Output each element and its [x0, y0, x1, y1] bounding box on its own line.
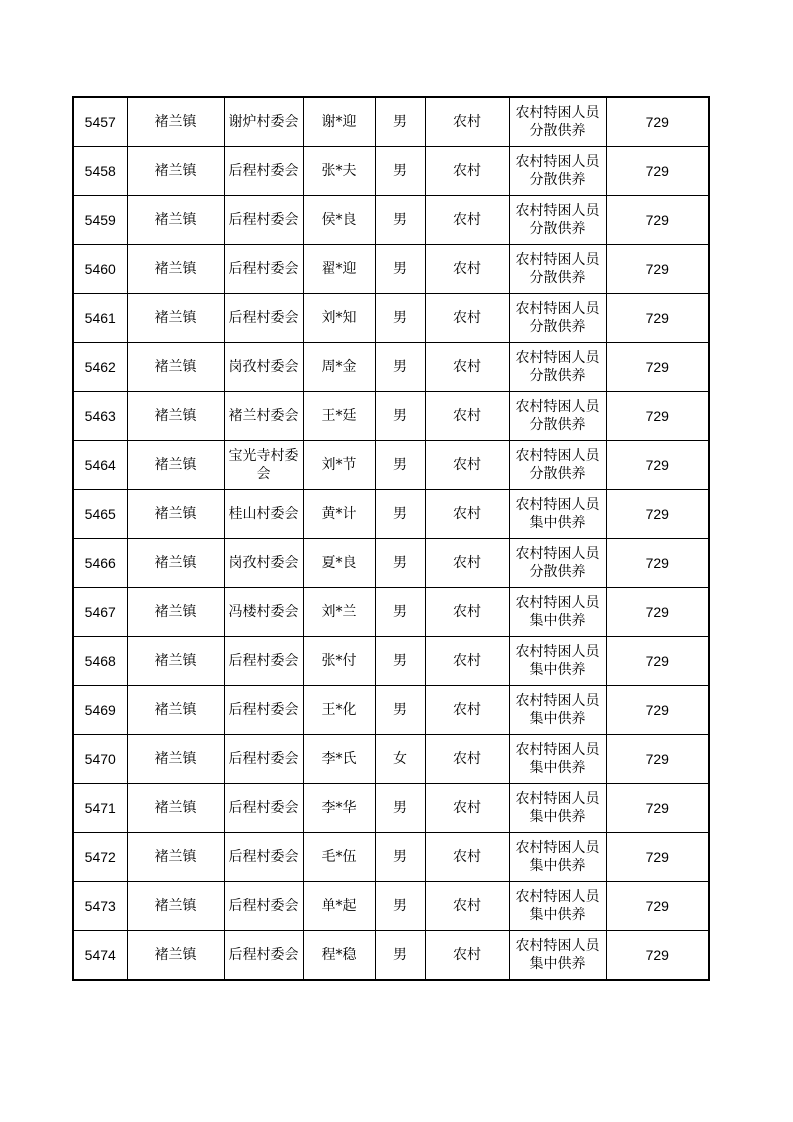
- record-id-cell: 5468: [73, 637, 127, 686]
- gender-cell: 男: [375, 931, 425, 981]
- amount-cell: 729: [606, 392, 709, 441]
- record-id-cell: 5457: [73, 97, 127, 147]
- table-row: [73, 931, 709, 981]
- table-row: [73, 392, 709, 441]
- area-type-cell: 农村: [425, 97, 509, 147]
- gender-cell: 男: [375, 392, 425, 441]
- amount-cell: 729: [606, 931, 709, 981]
- table-row: [73, 245, 709, 294]
- village-committee-cell: 后程村委会: [224, 245, 303, 294]
- person-name-cell: 侯*良: [303, 196, 375, 245]
- amount-cell: 729: [606, 539, 709, 588]
- area-type-cell: 农村: [425, 784, 509, 833]
- table-row: [73, 196, 709, 245]
- area-type-cell: 农村: [425, 343, 509, 392]
- support-category-cell: 农村特困人员分散供养: [509, 343, 606, 392]
- support-category-cell: 农村特困人员分散供养: [509, 539, 606, 588]
- amount-cell: 729: [606, 490, 709, 539]
- amount-cell: 729: [606, 686, 709, 735]
- village-committee-cell: 冯楼村委会: [224, 588, 303, 637]
- gender-cell: 男: [375, 245, 425, 294]
- amount-cell: 729: [606, 196, 709, 245]
- village-committee-cell: 谢炉村委会: [224, 97, 303, 147]
- person-name-cell: 王*化: [303, 686, 375, 735]
- gender-cell: 男: [375, 637, 425, 686]
- support-category-cell: 农村特困人员集中供养: [509, 735, 606, 784]
- table-row: [73, 686, 709, 735]
- village-committee-cell: 岗孜村委会: [224, 539, 303, 588]
- person-name-cell: 李*氏: [303, 735, 375, 784]
- town-cell: 褚兰镇: [127, 686, 224, 735]
- support-category-cell: 农村特困人员分散供养: [509, 147, 606, 196]
- village-committee-cell: 后程村委会: [224, 784, 303, 833]
- support-category-cell: 农村特困人员集中供养: [509, 588, 606, 637]
- table-row: [73, 588, 709, 637]
- gender-cell: 男: [375, 294, 425, 343]
- amount-cell: 729: [606, 588, 709, 637]
- gender-cell: 男: [375, 588, 425, 637]
- table-row: [73, 147, 709, 196]
- town-cell: 褚兰镇: [127, 245, 224, 294]
- gender-cell: 男: [375, 441, 425, 490]
- person-name-cell: 程*稳: [303, 931, 375, 981]
- person-name-cell: 谢*迎: [303, 97, 375, 147]
- village-committee-cell: 桂山村委会: [224, 490, 303, 539]
- gender-cell: 女: [375, 735, 425, 784]
- area-type-cell: 农村: [425, 833, 509, 882]
- gender-cell: 男: [375, 784, 425, 833]
- town-cell: 褚兰镇: [127, 196, 224, 245]
- support-category-cell: 农村特困人员集中供养: [509, 686, 606, 735]
- table-row: [73, 735, 709, 784]
- table-row: [73, 441, 709, 490]
- support-category-cell: 农村特困人员集中供养: [509, 931, 606, 981]
- table-row: [73, 784, 709, 833]
- town-cell: 褚兰镇: [127, 147, 224, 196]
- town-cell: 褚兰镇: [127, 735, 224, 784]
- gender-cell: 男: [375, 97, 425, 147]
- village-committee-cell: 后程村委会: [224, 686, 303, 735]
- record-id-cell: 5462: [73, 343, 127, 392]
- area-type-cell: 农村: [425, 735, 509, 784]
- record-id-cell: 5472: [73, 833, 127, 882]
- area-type-cell: 农村: [425, 931, 509, 981]
- town-cell: 褚兰镇: [127, 294, 224, 343]
- area-type-cell: 农村: [425, 441, 509, 490]
- town-cell: 褚兰镇: [127, 343, 224, 392]
- person-name-cell: 张*夫: [303, 147, 375, 196]
- person-name-cell: 周*金: [303, 343, 375, 392]
- person-name-cell: 王*廷: [303, 392, 375, 441]
- person-name-cell: 翟*迎: [303, 245, 375, 294]
- support-category-cell: 农村特困人员集中供养: [509, 784, 606, 833]
- gender-cell: 男: [375, 882, 425, 931]
- support-category-cell: 农村特困人员集中供养: [509, 490, 606, 539]
- table-row: [73, 833, 709, 882]
- table-row: [73, 882, 709, 931]
- person-name-cell: 刘*兰: [303, 588, 375, 637]
- village-committee-cell: 后程村委会: [224, 196, 303, 245]
- area-type-cell: 农村: [425, 294, 509, 343]
- town-cell: 褚兰镇: [127, 588, 224, 637]
- amount-cell: 729: [606, 441, 709, 490]
- support-category-cell: 农村特困人员分散供养: [509, 196, 606, 245]
- amount-cell: 729: [606, 735, 709, 784]
- town-cell: 褚兰镇: [127, 784, 224, 833]
- table-row: [73, 97, 709, 147]
- village-committee-cell: 岗孜村委会: [224, 343, 303, 392]
- town-cell: 褚兰镇: [127, 392, 224, 441]
- village-committee-cell: 后程村委会: [224, 931, 303, 981]
- gender-cell: 男: [375, 196, 425, 245]
- gender-cell: 男: [375, 147, 425, 196]
- table-row: [73, 343, 709, 392]
- amount-cell: 729: [606, 784, 709, 833]
- record-id-cell: 5459: [73, 196, 127, 245]
- person-name-cell: 张*付: [303, 637, 375, 686]
- amount-cell: 729: [606, 245, 709, 294]
- area-type-cell: 农村: [425, 147, 509, 196]
- support-category-cell: 农村特困人员分散供养: [509, 245, 606, 294]
- support-category-cell: 农村特困人员集中供养: [509, 882, 606, 931]
- record-id-cell: 5474: [73, 931, 127, 981]
- gender-cell: 男: [375, 490, 425, 539]
- record-id-cell: 5473: [73, 882, 127, 931]
- village-committee-cell: 后程村委会: [224, 637, 303, 686]
- record-id-cell: 5466: [73, 539, 127, 588]
- support-category-cell: 农村特困人员分散供养: [509, 441, 606, 490]
- record-id-cell: 5465: [73, 490, 127, 539]
- gender-cell: 男: [375, 686, 425, 735]
- village-committee-cell: 后程村委会: [224, 147, 303, 196]
- area-type-cell: 农村: [425, 637, 509, 686]
- record-id-cell: 5464: [73, 441, 127, 490]
- town-cell: 褚兰镇: [127, 539, 224, 588]
- town-cell: 褚兰镇: [127, 97, 224, 147]
- person-name-cell: 刘*节: [303, 441, 375, 490]
- gender-cell: 男: [375, 343, 425, 392]
- person-name-cell: 黄*计: [303, 490, 375, 539]
- table-row: [73, 539, 709, 588]
- area-type-cell: 农村: [425, 392, 509, 441]
- person-name-cell: 刘*知: [303, 294, 375, 343]
- area-type-cell: 农村: [425, 882, 509, 931]
- gender-cell: 男: [375, 539, 425, 588]
- table-row: [73, 637, 709, 686]
- support-category-cell: 农村特困人员分散供养: [509, 294, 606, 343]
- roster-body: [73, 97, 709, 980]
- amount-cell: 729: [606, 343, 709, 392]
- area-type-cell: 农村: [425, 539, 509, 588]
- village-committee-cell: 后程村委会: [224, 735, 303, 784]
- town-cell: 褚兰镇: [127, 931, 224, 981]
- person-name-cell: 李*华: [303, 784, 375, 833]
- support-category-cell: 农村特困人员分散供养: [509, 392, 606, 441]
- village-committee-cell: 宝光寺村委会: [224, 441, 303, 490]
- amount-cell: 729: [606, 637, 709, 686]
- amount-cell: 729: [606, 294, 709, 343]
- town-cell: 褚兰镇: [127, 833, 224, 882]
- area-type-cell: 农村: [425, 588, 509, 637]
- record-id-cell: 5469: [73, 686, 127, 735]
- support-category-cell: 农村特困人员集中供养: [509, 637, 606, 686]
- person-name-cell: 单*起: [303, 882, 375, 931]
- record-id-cell: 5470: [73, 735, 127, 784]
- record-id-cell: 5467: [73, 588, 127, 637]
- person-name-cell: 夏*良: [303, 539, 375, 588]
- record-id-cell: 5471: [73, 784, 127, 833]
- support-category-cell: 农村特困人员集中供养: [509, 833, 606, 882]
- person-name-cell: 毛*伍: [303, 833, 375, 882]
- table-row: [73, 490, 709, 539]
- village-committee-cell: 后程村委会: [224, 294, 303, 343]
- town-cell: 褚兰镇: [127, 490, 224, 539]
- record-id-cell: 5463: [73, 392, 127, 441]
- amount-cell: 729: [606, 97, 709, 147]
- relief-roster-table: [72, 96, 710, 981]
- record-id-cell: 5461: [73, 294, 127, 343]
- village-committee-cell: 褚兰村委会: [224, 392, 303, 441]
- village-committee-cell: 后程村委会: [224, 882, 303, 931]
- area-type-cell: 农村: [425, 196, 509, 245]
- town-cell: 褚兰镇: [127, 882, 224, 931]
- amount-cell: 729: [606, 833, 709, 882]
- record-id-cell: 5458: [73, 147, 127, 196]
- area-type-cell: 农村: [425, 490, 509, 539]
- town-cell: 褚兰镇: [127, 441, 224, 490]
- village-committee-cell: 后程村委会: [224, 833, 303, 882]
- area-type-cell: 农村: [425, 245, 509, 294]
- record-id-cell: 5460: [73, 245, 127, 294]
- area-type-cell: 农村: [425, 686, 509, 735]
- amount-cell: 729: [606, 882, 709, 931]
- town-cell: 褚兰镇: [127, 637, 224, 686]
- table-row: [73, 294, 709, 343]
- gender-cell: 男: [375, 833, 425, 882]
- amount-cell: 729: [606, 147, 709, 196]
- support-category-cell: 农村特困人员分散供养: [509, 97, 606, 147]
